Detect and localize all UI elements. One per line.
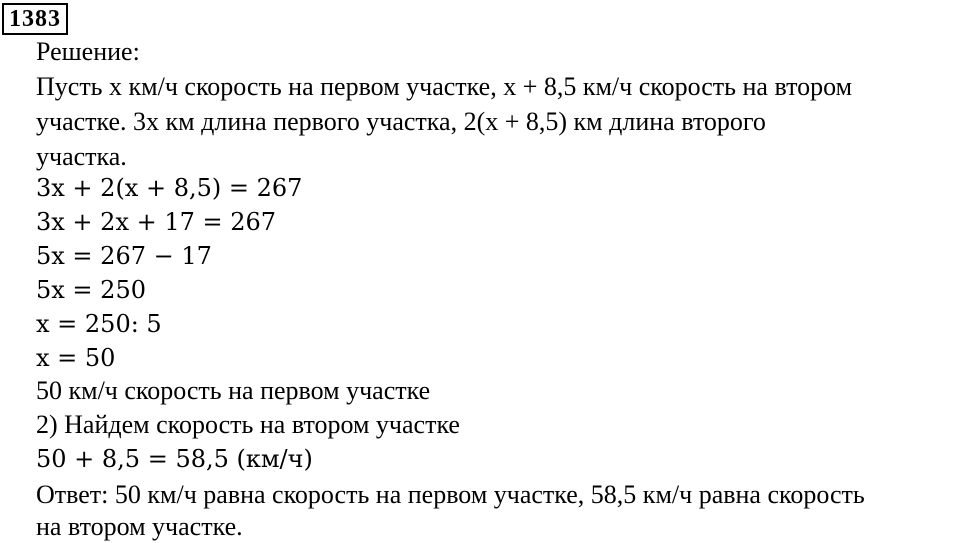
- solution-text-line: Пусть x км/ч скорость на первом участке, x + 8,5 км/ч скорость на втором: [36, 72, 853, 101]
- equation-line: 3x + 2x + 17 = 267: [36, 208, 277, 236]
- answer-line: Ответ: 50 км/ч равна скорость на первом участке, 58,5 км/ч равна скорость: [36, 480, 865, 509]
- solution-text-line: участке. 3x км длина первого участка, 2(x + 8,5) км длина второго: [36, 107, 766, 136]
- problem-number-box: 1383: [2, 3, 68, 35]
- answer-line: на втором участке.: [36, 512, 243, 541]
- result-line: 50 км/ч скорость на первом участке: [36, 376, 431, 405]
- equation-line: 50 + 8,5 = 58,5 (км/ч): [36, 445, 313, 473]
- equation-line: 5x = 250: [36, 276, 146, 304]
- solution-heading: Решение:: [36, 37, 140, 66]
- equation-line: x = 250: 5: [36, 310, 162, 338]
- equation-line: 5x = 267 − 17: [36, 242, 212, 270]
- equation-line: 3x + 2(x + 8,5) = 267: [36, 174, 303, 202]
- step-line: 2) Найдем скорость на втором участке: [36, 410, 460, 439]
- equation-line: x = 50: [36, 344, 116, 372]
- solution-text-line: участка.: [36, 142, 127, 171]
